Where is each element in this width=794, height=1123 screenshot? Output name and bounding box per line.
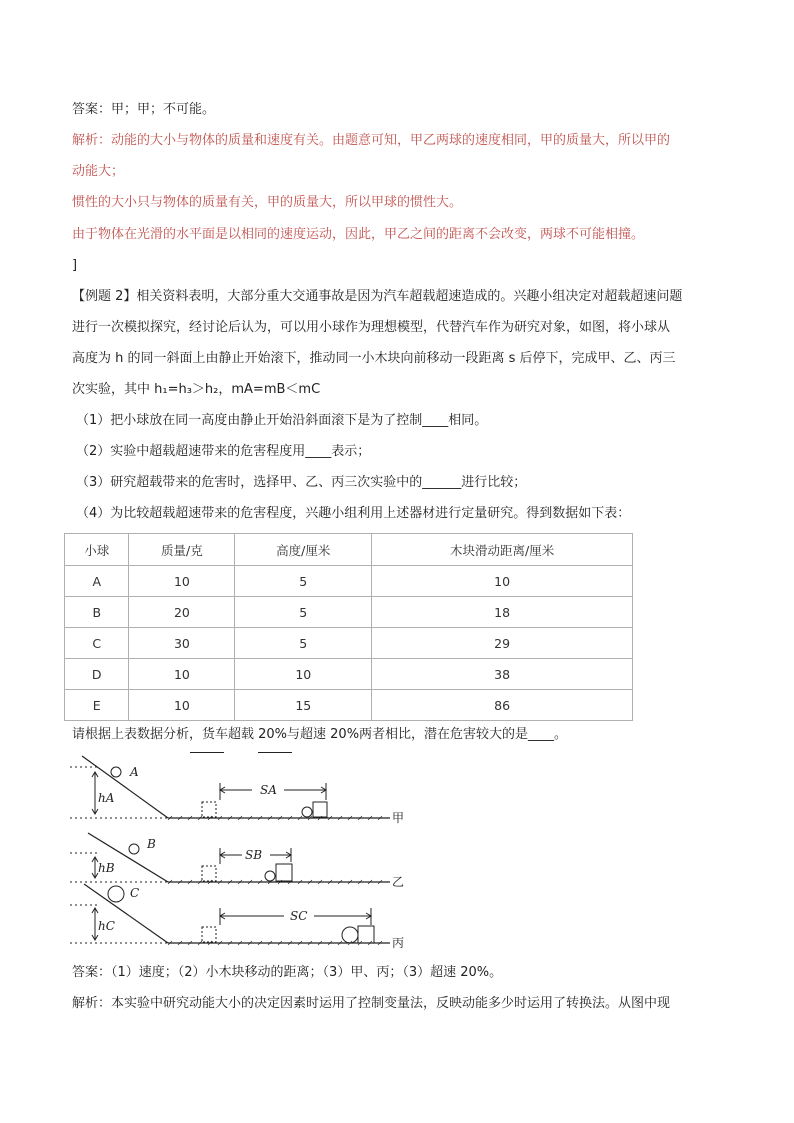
question-2: （2）实验中超载超速带来的危害程度用____表示；: [76, 444, 371, 459]
header-mass: 质量/克: [129, 534, 235, 566]
block-end-2: [276, 864, 292, 881]
closing-bracket: ]: [72, 258, 78, 273]
question-after-table: 请根据上表数据分析，货车超载 20%与超速 20%两者相比，潜在危害较大的是____。: [72, 727, 568, 742]
ball-label-b: B: [147, 837, 156, 851]
example-2-line-3: 高度为 h 的同一斜面上由静止开始滚下，推动同一小木块向前移动一段距离 s 后停下，完成甲、乙、丙三: [72, 351, 676, 366]
table-cell: 5: [235, 566, 372, 597]
table-cell: 20: [129, 597, 235, 628]
ramp-3: [84, 884, 168, 943]
table-cell: 10: [129, 659, 235, 690]
answer-1: 答案：甲；甲；不可能。: [72, 102, 216, 117]
table-cell: A: [65, 566, 129, 597]
table-cell: 18: [372, 597, 633, 628]
ball-label-a: A: [130, 765, 139, 779]
analysis-1-line-3: 惯性的大小只与物体的质量有关，甲的质量大，所以甲球的惯性大。: [72, 195, 463, 210]
experiment-figure: [70, 750, 430, 955]
example-2-line-2: 进行一次模拟探究，经讨论后认为，可以用小球作为理想模型，代替汽车作为研究对象，如图，将小球从: [72, 320, 671, 335]
block-end-3: [358, 926, 374, 943]
ball-end-2: [265, 871, 275, 881]
height-label-b: hB: [98, 861, 115, 875]
row-label-bing: 丙: [392, 936, 405, 950]
table-row: [65, 659, 633, 690]
height-label-a: hA: [98, 791, 115, 805]
table-cell: 10: [372, 566, 633, 597]
analysis-1-line-2: 动能大；: [72, 164, 125, 179]
question-3: （3）研究超载带来的危害时，选择甲、乙、丙三次实验中的______进行比较；: [76, 475, 527, 490]
ball-b: [129, 844, 139, 854]
question-1: （1）把小球放在同一高度由静止开始沿斜面滚下是为了控制____相同。: [76, 413, 488, 428]
table-row: [65, 597, 633, 628]
table-cell: D: [65, 659, 129, 690]
analysis-1-line-4: 由于物体在光滑的水平面是以相同的速度运动，因此，甲乙之间的距离不会改变，两球不可能相撞。: [72, 227, 645, 242]
example-2-line-4: 次实验，其中 h₁=h₃＞h₂，mA=mB＜mC: [72, 382, 321, 397]
row-label-yi: 乙: [392, 875, 405, 889]
table-row: [65, 690, 633, 721]
distance-label-b: SB: [245, 848, 263, 862]
question-4: （4）为比较超载超速带来的危害程度，兴趣小组利用上述器材进行定量研究。得到数据如下表：: [76, 506, 631, 521]
header-ball: 小球: [65, 534, 129, 566]
table-row: [65, 566, 633, 597]
header-distance: 木块滑动距离/厘米: [372, 534, 633, 566]
table-cell: C: [65, 628, 129, 659]
table-cell: 86: [372, 690, 633, 721]
table-cell: 10: [129, 690, 235, 721]
height-label-c: hC: [98, 919, 115, 933]
distance-label-a: SA: [260, 783, 277, 797]
answer-2: 答案：（1）速度；（2）小木块移动的距离；（3）甲、丙；（3）超速 20%。: [72, 965, 503, 980]
analysis-1-line-1: 解析：动能的大小与物体的质量和速度有关。由题意可知，甲乙两球的速度相同，甲的质量大，所以甲的: [72, 133, 671, 148]
table-cell: 15: [235, 690, 372, 721]
ball-a: [111, 767, 121, 777]
table-header-row: [65, 534, 633, 566]
distance-label-c: SC: [290, 909, 308, 923]
table-row: [65, 628, 633, 659]
table-cell: 10: [129, 566, 235, 597]
table-cell: 30: [129, 628, 235, 659]
table-cell: E: [65, 690, 129, 721]
block-end-1: [313, 802, 327, 817]
data-table: [64, 533, 633, 721]
block-start-2: [202, 866, 216, 881]
example-2-line-1: 【例题 2】相关资料表明，大部分重大交通事故是因为汽车超载超速造成的。兴趣小组决定对超载超速问题: [72, 289, 683, 304]
row-label-jia: 甲: [392, 811, 405, 825]
analysis-2: 解析：本实验中研究动能大小的决定因素时运用了控制变量法，反映动能多少时运用了转换法。从图中现: [72, 996, 671, 1011]
table-cell: 5: [235, 628, 372, 659]
table-cell: B: [65, 597, 129, 628]
ball-end-3: [342, 927, 358, 943]
ball-label-c: C: [130, 886, 140, 900]
table-cell: 29: [372, 628, 633, 659]
table-cell: 38: [372, 659, 633, 690]
header-height: 高度/厘米: [235, 534, 372, 566]
ball-end-1: [302, 807, 312, 817]
block-start-3: [202, 927, 216, 942]
ball-c: [108, 886, 124, 902]
table-cell: 10: [235, 659, 372, 690]
table-cell: 5: [235, 597, 372, 628]
block-start-1: [202, 802, 216, 817]
